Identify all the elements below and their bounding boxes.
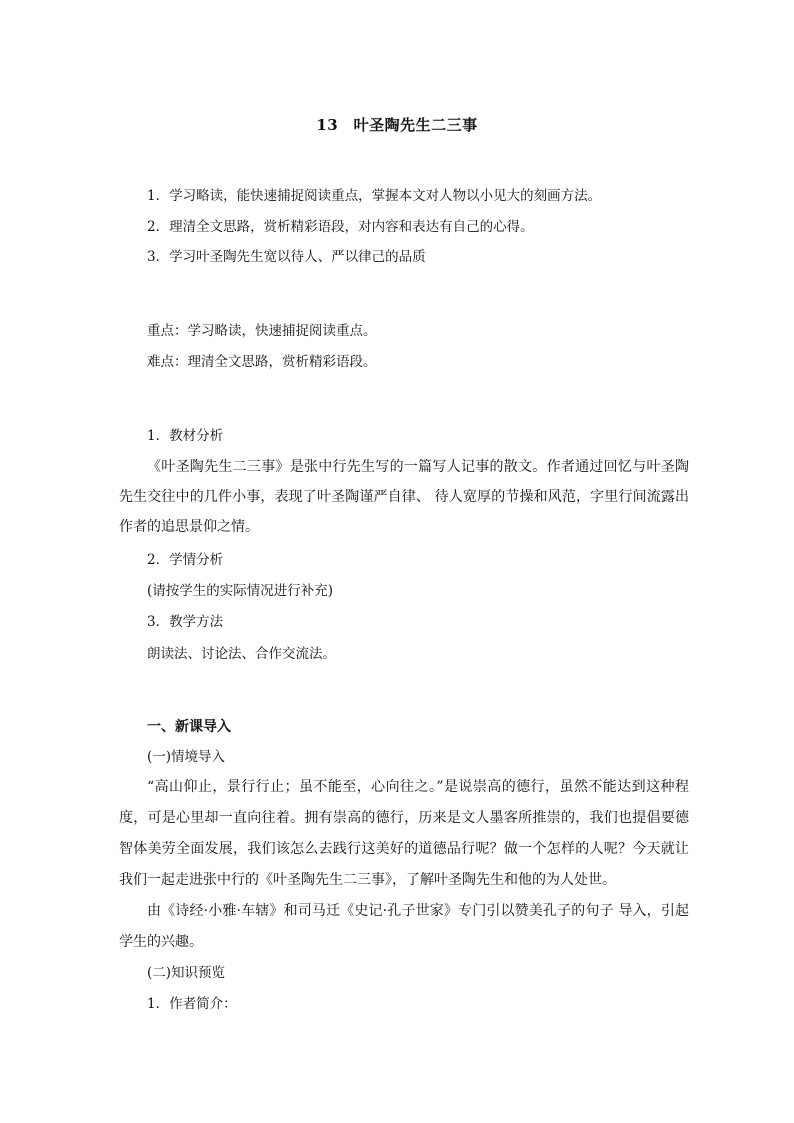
section-heading-intro: 一、新课导入 xyxy=(147,719,231,735)
key-point-difficulty: 难点：理清全文思路，赏析精彩语段。 xyxy=(147,354,377,370)
objective-1: 1．学习略读，能快速捕捉阅读重点，掌握本文对人物以小见大的刻画方法。 xyxy=(147,188,602,204)
objective-2: 2．理清全文思路，赏析精彩语段，对内容和表达有自己的心得。 xyxy=(147,219,534,235)
scenario-note-paragraph: 由《诗经·小雅·车辖》和司马迁《史记·孔子世家》专门引以赞美孔子的句子 导入，引起学生的兴趣。 xyxy=(119,903,689,950)
scenario-paragraph: “高山仰止，景行行止；虽不能至，心向往之。”是说崇高的德行，虽然不能达到这种程度，可是心里却一直向往着。拥有崇高的德行，历来是文人墨客所推崇的，我们也提倡要德智体美劳全面发展，我们该怎么去践行这美好的道德品行呢？做一个怎样的人呢？今天就让我们一起走进张中行的《叶圣陶先生二三事》，了解叶圣陶先生和他的为人处世。 xyxy=(119,779,689,888)
subheading-scenario: (一)情境导入 xyxy=(147,749,226,765)
analysis-heading-students: 2．学情分析 xyxy=(147,552,224,568)
analysis-methods-text: 朗读法、讨论法、合作交流法。 xyxy=(147,646,336,662)
analysis-heading-methods: 3．教学方法 xyxy=(147,614,224,630)
objective-3: 3．学习叶圣陶先生宽以待人、严以律己的品质 xyxy=(147,249,426,265)
subheading-preview: (二)知识预览 xyxy=(147,965,226,981)
key-point-focus: 重点：学习略读，快速捕捉阅读重点。 xyxy=(147,323,377,339)
analysis-textbook-paragraph: 《叶圣陶先生二三事》是张中行先生写的一篇写人记事的散文。作者通过回忆与叶圣陶先生交往中的几件小事，表现了叶圣陶谨严自律、 待人宽厚的节操和风范，字里行间流露出作者的追思景仰之情。 xyxy=(119,459,689,535)
page-title: 13 叶圣陶先生二三事 xyxy=(316,116,478,134)
analysis-students-note: (请按学生的实际情况进行补充) xyxy=(147,583,334,599)
author-intro-item: 1．作者简介： xyxy=(147,996,237,1012)
analysis-heading-textbook: 1．教材分析 xyxy=(147,428,224,444)
